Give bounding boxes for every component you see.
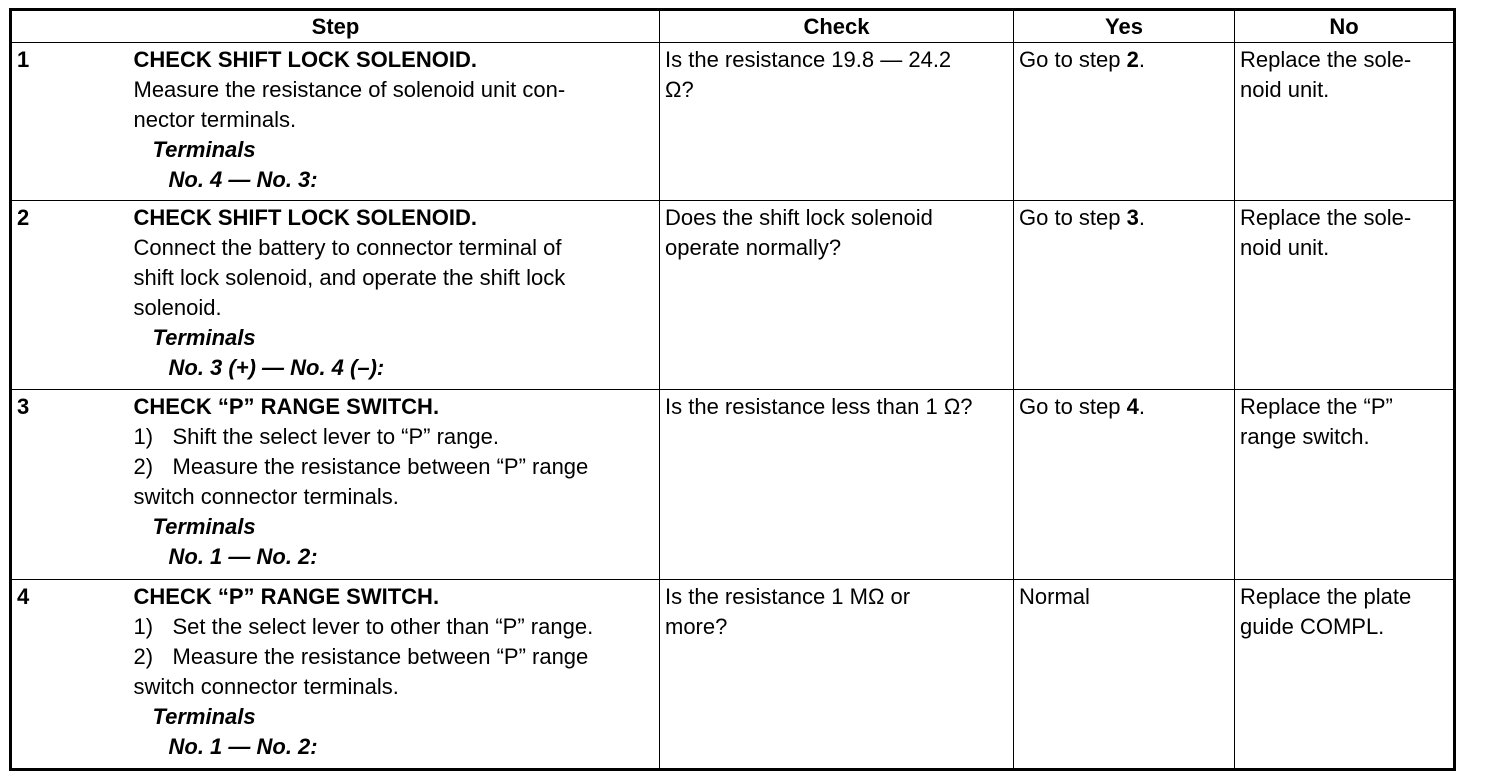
sub-step xyxy=(134,422,655,452)
sub-step-number: 2) xyxy=(133,643,154,669)
step-title: CHECK SHIFT LOCK SOLENOID. xyxy=(133,47,477,72)
terminals-label: Terminals xyxy=(152,703,256,729)
no-cell xyxy=(1235,43,1455,201)
step-description xyxy=(129,43,660,201)
terminals-value: No. 1 — No. 2: xyxy=(168,733,318,759)
step-title: CHECK “P” RANGE SWITCH. xyxy=(133,583,440,609)
sub-step-text: Measure the resistance between “P” range xyxy=(172,643,589,669)
no-cell xyxy=(1235,201,1455,390)
no-line: noid unit. xyxy=(1240,235,1330,261)
yes-step-ref: 3 xyxy=(1126,205,1139,231)
step-body-line: Measure the resistance of solenoid unit con- xyxy=(133,77,566,102)
header-no: No xyxy=(1235,10,1455,43)
step-body-line: Connect the battery to connector terminal of xyxy=(133,235,562,261)
step-description xyxy=(129,201,660,390)
check-line: Does the shift lock solenoid xyxy=(665,205,933,231)
yes-prefix: Go to step xyxy=(1019,47,1127,72)
terminals-label: Terminals xyxy=(152,137,256,162)
check-line: Is the resistance less than 1 Ω? xyxy=(665,394,973,420)
step-description xyxy=(129,390,660,579)
no-line: Replace the plate xyxy=(1240,583,1412,609)
yes-suffix: . xyxy=(1138,205,1145,231)
header-check: Check xyxy=(660,10,1014,43)
yes-cell xyxy=(1014,43,1235,201)
no-cell xyxy=(1235,579,1455,769)
sub-step xyxy=(134,612,655,642)
check-line: Is the resistance 1 MΩ or xyxy=(665,583,911,609)
table-row xyxy=(11,201,1455,390)
table-row xyxy=(11,43,1455,201)
yes-step-ref: 2 xyxy=(1126,47,1139,72)
terminals-value: No. 4 — No. 3: xyxy=(168,167,318,192)
diagnostic-table xyxy=(9,8,1456,771)
step-number: 2 xyxy=(11,201,129,390)
check-cell xyxy=(660,43,1014,201)
yes-step-ref: 4 xyxy=(1126,394,1139,420)
step-body-line: nector terminals. xyxy=(133,107,297,132)
yes-prefix: Go to step xyxy=(1019,394,1127,420)
check-cell xyxy=(660,201,1014,390)
header-yes: Yes xyxy=(1014,10,1235,43)
step-body-line: switch connector terminals. xyxy=(133,673,399,699)
check-cell xyxy=(660,390,1014,579)
check-line: more? xyxy=(665,613,728,639)
check-cell xyxy=(660,579,1014,769)
step-number: 1 xyxy=(11,43,129,201)
sub-step-text: Set the select lever to other than “P” range. xyxy=(172,613,594,639)
no-line: Replace the “P” xyxy=(1240,394,1393,420)
table-row xyxy=(11,579,1455,769)
sub-step-number: 2) xyxy=(133,454,154,480)
step-number: 3 xyxy=(11,390,129,579)
no-line: noid unit. xyxy=(1240,77,1330,102)
sub-step xyxy=(134,452,655,482)
yes-suffix: . xyxy=(1138,47,1145,72)
no-line: Replace the sole- xyxy=(1240,47,1412,72)
no-line: guide COMPL. xyxy=(1240,613,1385,639)
header-step: Step xyxy=(11,10,660,43)
step-number: 4 xyxy=(11,579,129,769)
check-line: operate normally? xyxy=(665,235,842,261)
sub-step-text: Shift the select lever to “P” range. xyxy=(172,424,499,450)
no-line: range switch. xyxy=(1240,424,1370,450)
yes-prefix: Go to step xyxy=(1019,205,1127,231)
step-body-line: solenoid. xyxy=(133,295,222,321)
check-line: Ω? xyxy=(665,77,694,102)
yes-cell xyxy=(1014,201,1235,390)
terminals-label: Terminals xyxy=(152,325,256,351)
no-cell xyxy=(1235,390,1455,579)
yes-cell xyxy=(1014,390,1235,579)
step-title: CHECK “P” RANGE SWITCH. xyxy=(133,394,440,420)
yes-suffix: . xyxy=(1138,394,1145,420)
sub-step xyxy=(134,642,655,672)
terminals-label: Terminals xyxy=(152,514,256,540)
step-body-line: switch connector terminals. xyxy=(133,484,399,510)
terminals-value: No. 1 — No. 2: xyxy=(168,544,318,570)
step-description xyxy=(129,579,660,769)
yes-cell: Normal xyxy=(1014,579,1235,769)
sub-step-number: 1) xyxy=(133,613,154,639)
step-body-line: shift lock solenoid, and operate the shift lock xyxy=(133,265,566,291)
no-line: Replace the sole- xyxy=(1240,205,1412,231)
table-row xyxy=(11,390,1455,579)
header-row xyxy=(11,10,1455,43)
terminals-value: No. 3 (+) — No. 4 (–): xyxy=(168,355,385,381)
sub-step-number: 1) xyxy=(133,424,154,450)
check-line: Is the resistance 19.8 — 24.2 xyxy=(665,47,952,72)
step-title: CHECK SHIFT LOCK SOLENOID. xyxy=(133,205,477,231)
sub-step-text: Measure the resistance between “P” range xyxy=(172,454,589,480)
